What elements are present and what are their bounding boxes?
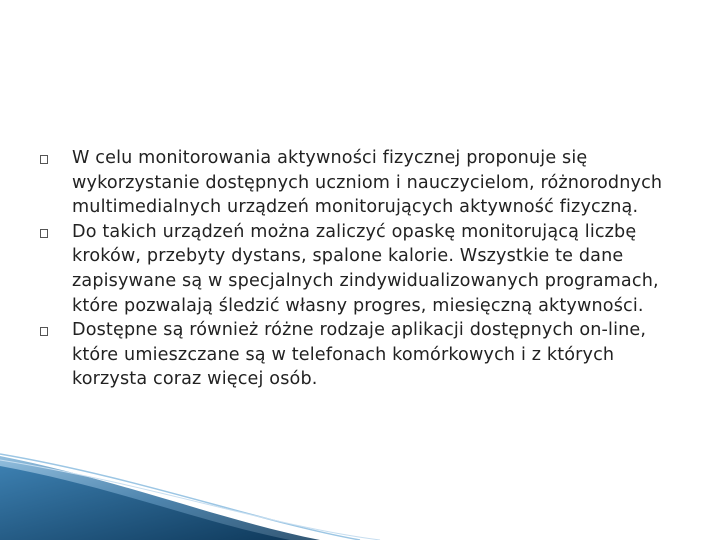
square-bullet-icon [40,155,48,164]
bullet-text-1: W celu monitorowania aktywności fizycznej proponuje się wykorzystanie dostępnych uczniom i nauczycielom, różnorodnych multimedialnych urządzeń monitorujących aktywność fizyczną. [72,148,663,218]
bullet-item-2 [40,220,680,318]
bullet-text-3: Dostępne są również różne rodzaje aplikacji dostępnych on-line, które umieszczane są w telefonach komórkowych i z których korzysta coraz więcej osób. [72,320,647,390]
square-bullet-icon [40,327,48,336]
bullet-item-1 [40,146,680,220]
bullet-item-3 [40,318,680,392]
square-bullet-icon [40,229,48,238]
bullet-text-2: Do takich urządzeń można zaliczyć opaskę monitorującą liczbę kroków, przebyty dystans, spalone kalorie. Wszystkie te dane zapisywane są w specjalnych zindywidualizowanych programach, które pozwalają śledzić własny progres, miesięczną aktywności. [72,221,659,316]
bullet-list [40,146,680,392]
decorative-wave-band [0,440,720,540]
